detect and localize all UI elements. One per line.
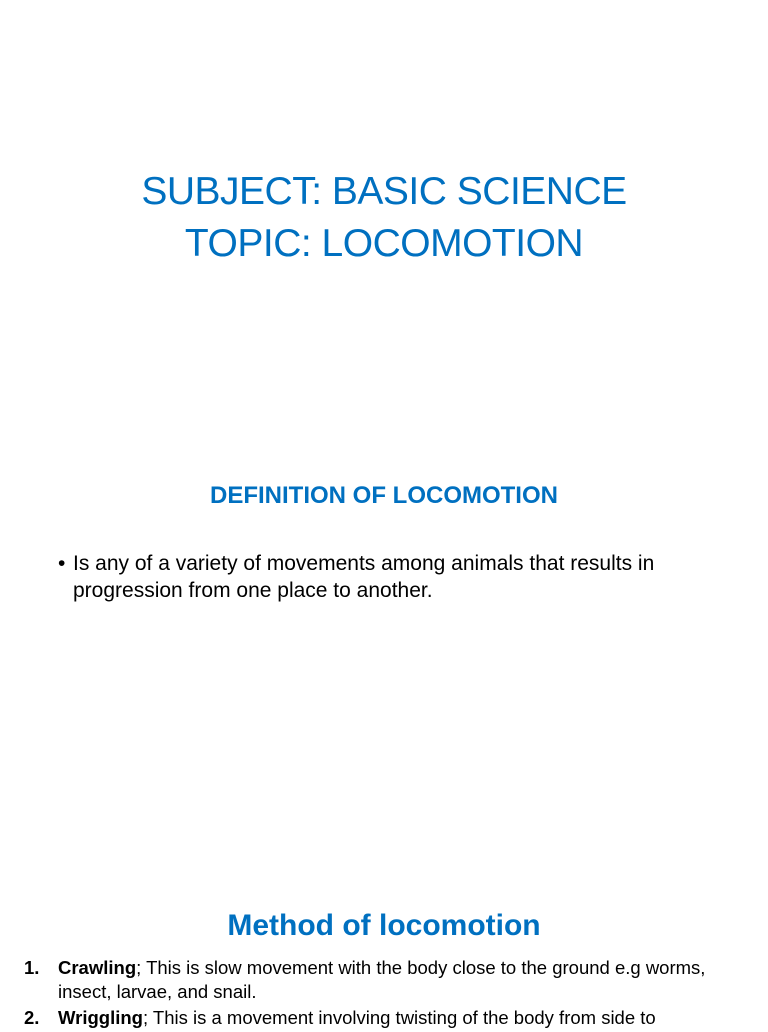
- item-number: 2.: [24, 1007, 40, 1028]
- bullet-icon: •: [58, 552, 66, 575]
- definition-text: Is any of a variety of movements among animals that results in progression from one place to another.: [73, 552, 655, 602]
- definition-bullet: [58, 550, 718, 604]
- methods-heading: Method of locomotion: [227, 909, 541, 942]
- title-slide: [0, 0, 768, 430]
- slide-title: [0, 166, 768, 270]
- methods-slide: [0, 860, 768, 1028]
- item-description: ; This is slow movement with the body close to the ground e.g worms, insect, larvae, and snail.: [58, 957, 706, 1002]
- item-content: [58, 1006, 656, 1030]
- item-content: [58, 956, 744, 1004]
- item-description: ; This is a movement involving twisting of the body from side to: [142, 1007, 656, 1028]
- definition-heading: DEFINITION OF LOCOMOTION: [210, 482, 558, 509]
- methods-list: [24, 956, 744, 1032]
- topic-line: TOPIC: LOCOMOTION: [184, 222, 584, 265]
- list-item: [24, 956, 744, 1004]
- item-term: Wriggling: [58, 1007, 143, 1028]
- item-term: Crawling: [58, 957, 137, 978]
- item-number: 1.: [24, 957, 40, 978]
- definition-slide: [0, 430, 768, 860]
- list-item: [24, 1006, 744, 1030]
- subject-line: SUBJECT: BASIC SCIENCE: [141, 170, 627, 213]
